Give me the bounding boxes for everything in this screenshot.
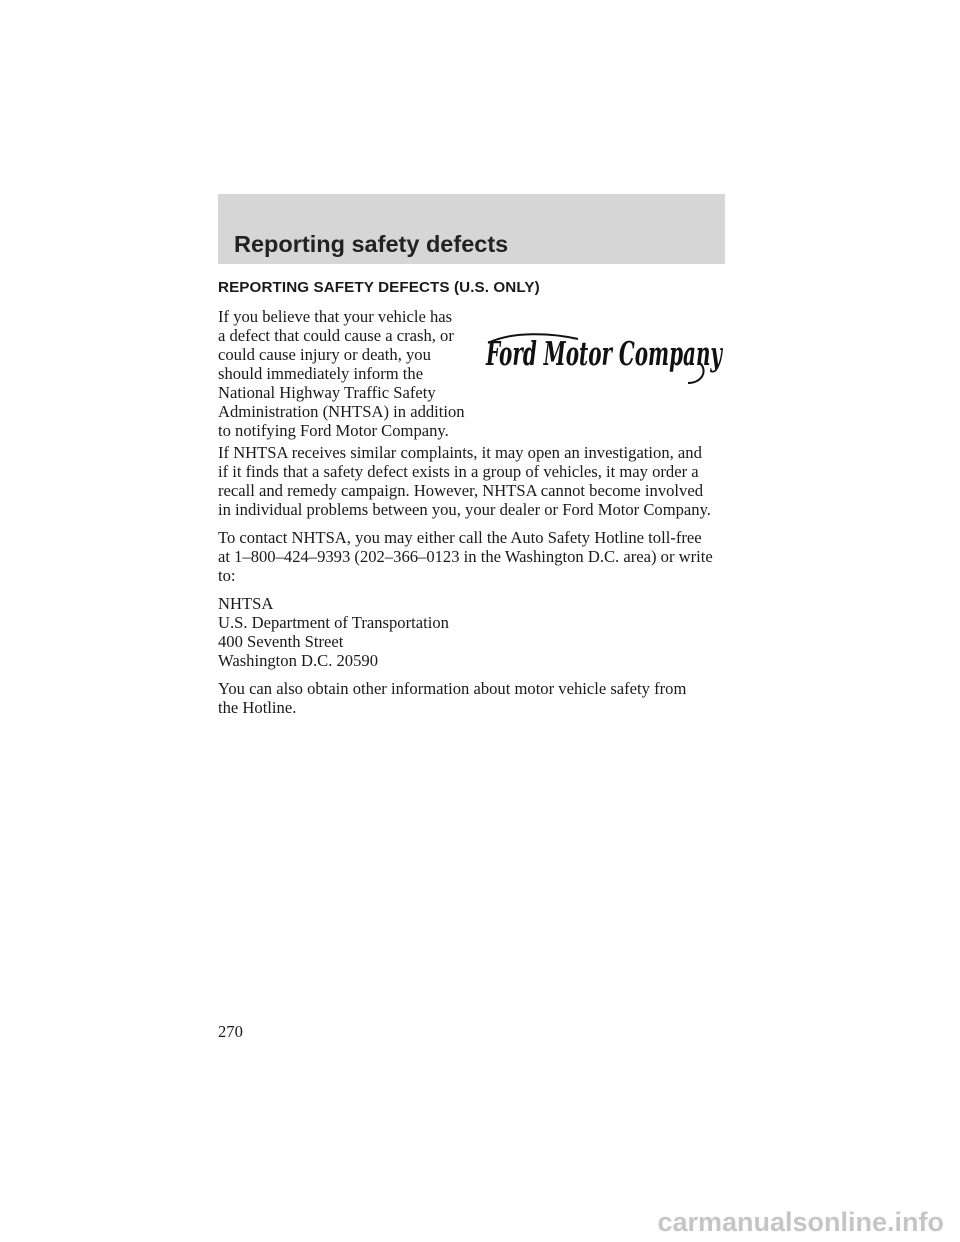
address-line: 400 Seventh Street [218,632,344,651]
hotline-paragraph: You can also obtain other information about motor vehicle safety from the Hotline. [218,679,687,717]
intro-line: to notifying Ford Motor Company. [218,421,449,440]
intro-row [218,307,730,443]
contact-paragraph: To contact NHTSA, you may either call the Auto Safety Hotline toll-free at 1–800–424–9393 (202–366–0123 in the Washington D.C. area) or write to: [218,528,713,585]
watermark-text: carmanualsonline.info [657,1207,944,1237]
intro-paragraph [218,307,483,440]
watermark [0,1190,960,1242]
page-number: 270 [218,1022,243,1041]
ford-motor-company-logo [482,327,730,387]
nhtsa-investigation-paragraph: If NHTSA receives similar complaints, it may open an investigation, and if it finds that a safety defect exists in a group of vehicles, it may order a recall and remedy campaign. However, NHTSA cannot become involved in individual problems between you, your dealer or Ford Motor Company. [218,443,711,519]
intro-line: Administration (NHTSA) in addition [218,402,465,421]
address-line: U.S. Department of Transportation [218,613,449,632]
main-content [218,278,730,726]
address-line: NHTSA [218,594,274,613]
intro-line: If you believe that your vehicle has [218,307,453,326]
logo-text: Ford Motor Company [485,334,724,373]
nhtsa-address [218,594,730,670]
header-band [218,194,725,264]
address-line: Washington D.C. 20590 [218,651,378,670]
page-title: Reporting safety defects [234,231,509,257]
section-heading: REPORTING SAFETY DEFECTS (U.S. ONLY) [218,279,540,296]
intro-line: a defect that could cause a crash, or [218,326,454,345]
intro-line: should immediately inform the [218,364,424,383]
intro-line: could cause injury or death, you [218,345,431,364]
intro-line: National Highway Traffic Safety [218,383,436,402]
